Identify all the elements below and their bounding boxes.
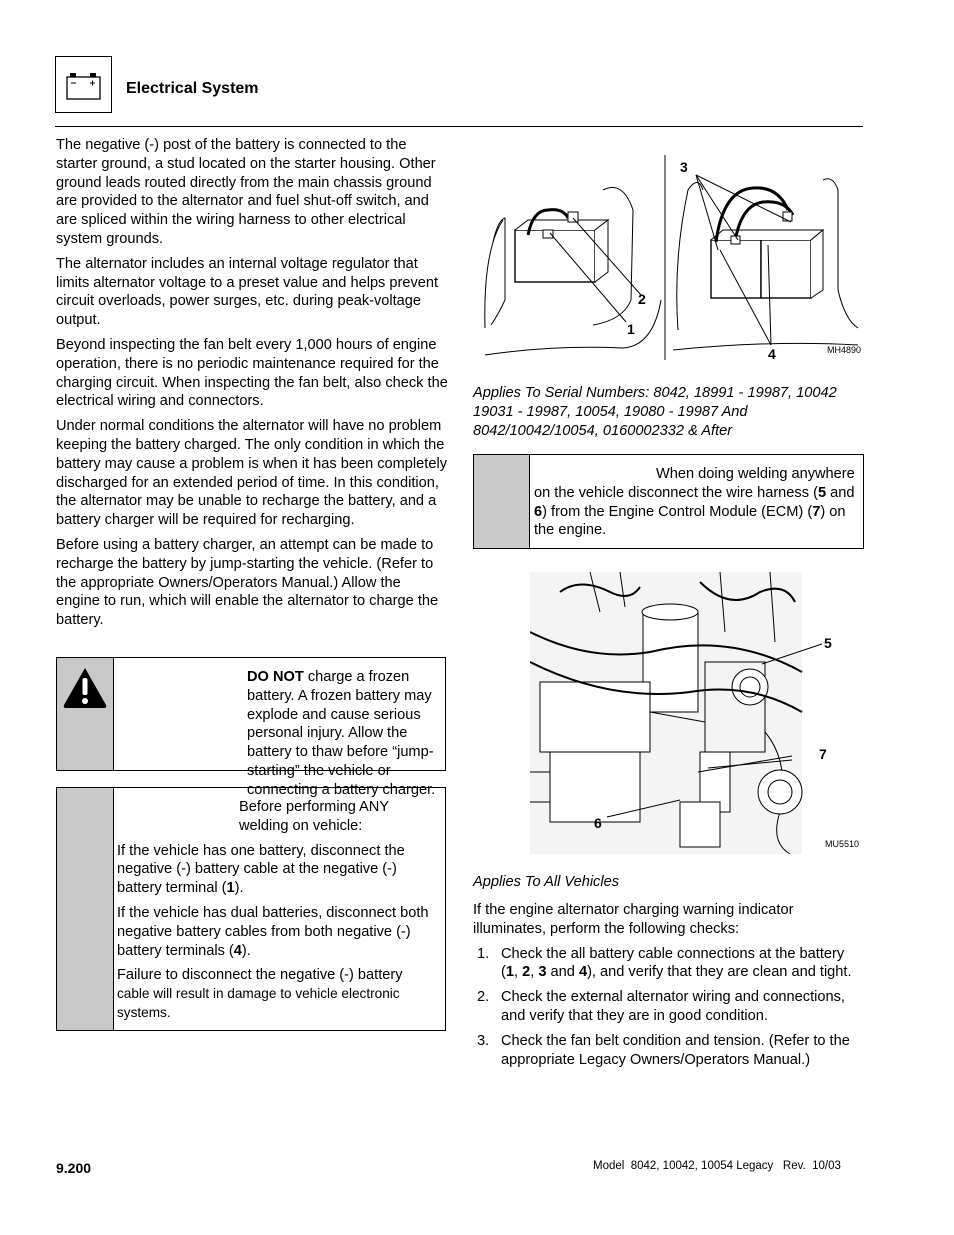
figure-callout-1: 1 — [627, 321, 635, 337]
warning-text-start: charge a frozen battery. A frozen battery may explode and cause serious personal injury. Allow the battery to thaw before “jump-starting” the vehicle or connecting a battery charger. — [247, 669, 436, 798]
paragraph-jump-start: Before using a battery charger, an attempt can be made to recharge the battery by jump-starting the vehicle. (Refer to the appropriate Owners/Operators Manual.) Allow the engine to run, which will enable the alternator to charge the battery. — [56, 536, 439, 629]
figure-callout-3: 3 — [680, 159, 688, 175]
caution-ecm-text: When doing welding anywhere on the vehicle disconnect the wire harness (5 and 6) from the Engine Control Module (ECM) (7) on the engine. — [534, 466, 855, 539]
battery-icon — [56, 57, 111, 112]
paragraph-ground: The negative (-) post of the battery is connected to the starter ground, a stud located on the starter housing. Other ground leads routed directly from the main chassis ground are provided to the alternator and fuel shut-off switch, and are spliced within the wiring harness to other electrical system grounds. — [56, 137, 436, 247]
warning-text — [117, 668, 439, 806]
figure-callout-2: 2 — [638, 291, 646, 307]
figure-callout-7: 7 — [819, 746, 827, 762]
check-item: 1. Check the all battery cable connections at the battery (1, 2, 3 and 4), and verify that they are clean and tight. — [477, 945, 852, 981]
checks-intro: If the engine alternator charging warning indicator illuminates, perform the following checks: — [473, 902, 794, 937]
caution-line1: Before performing ANY welding on vehicle: — [239, 799, 389, 834]
checks-list — [473, 945, 865, 1070]
caution-dual-battery: If the vehicle has dual batteries, disconnect both negative battery cables from both negative (-) battery terminals (4). — [117, 904, 429, 959]
paragraph-fan-belt: Beyond inspecting the fan belt every 1,000 hours of engine operation, there is no periodic maintenance required for the charging circuit. When inspecting the fan belt, also check the electrical wiring and connectors. — [56, 336, 448, 410]
caution-one-battery: If the vehicle has one battery, disconnect the negative (-) battery cable at the negative (-) battery terminal (1). — [117, 842, 405, 897]
check-item: 2. Check the external alternator wiring and connections, and verify that they are in good condition. — [477, 989, 845, 1024]
warning-triangle-icon — [57, 664, 113, 714]
warning-bold: DO NOT — [247, 669, 304, 685]
caution-text — [117, 798, 439, 1029]
section-icon-box — [55, 56, 112, 113]
left-column-text — [56, 136, 448, 636]
figure2-id: MU5510 — [825, 839, 860, 849]
figure-callout-6: 6 — [594, 815, 602, 831]
caution-box-ecm — [473, 454, 864, 549]
figure-callout-5: 5 — [824, 635, 832, 651]
caution-sidebar — [57, 788, 114, 1030]
page-number: 9.200 — [56, 1160, 92, 1176]
footer-model: Model 8042, 10042, 10054 Legacy Rev. 10/03 — [593, 1160, 841, 1172]
figure-callout-4: 4 — [768, 346, 776, 362]
check-item: 3. Check the fan belt condition and tension. (Refer to the appropriate Legacy Owners/Operators Manual.) — [477, 1032, 850, 1068]
warning-sidebar — [57, 658, 114, 770]
warning-box — [56, 657, 446, 798]
caution-failure: Failure to disconnect the negative (-) battery cable will result in damage to vehicle electronic systems. — [117, 967, 403, 1020]
figure-id: MH4890 — [827, 345, 862, 355]
serial-caption: Applies To Serial Numbers: 8042, 18991 - 19987, 10042 19031 - 19987, 10054, 19080 - 19987 And 8042/10042/10054, 0160002332 & After — [473, 385, 837, 439]
section-title: Electrical System — [126, 80, 259, 97]
paragraph-normal-conditions: Under normal conditions the alternator will have no problem keeping the battery charged. The only condition in which the battery may cause a problem is when it has been completely discharged for an extended period of time. In this condition, the alternator may be unable to recharge the battery, and a battery charger will be required for recharging. — [56, 418, 447, 529]
caution-box-welding — [56, 787, 446, 1031]
engine-figure — [530, 572, 864, 857]
caution-ecm-sidebar — [474, 455, 530, 548]
all-vehicles-caption: Applies To All Vehicles — [473, 874, 620, 890]
paragraph-alternator: The alternator includes an internal voltage regulator that limits alternator voltage to a preset value and helps prevent circuit overloads, power surges, etc. during peak-voltage output. — [56, 255, 439, 329]
battery-figure — [473, 150, 865, 365]
header-rule — [55, 126, 863, 127]
checks-section — [473, 901, 865, 1075]
